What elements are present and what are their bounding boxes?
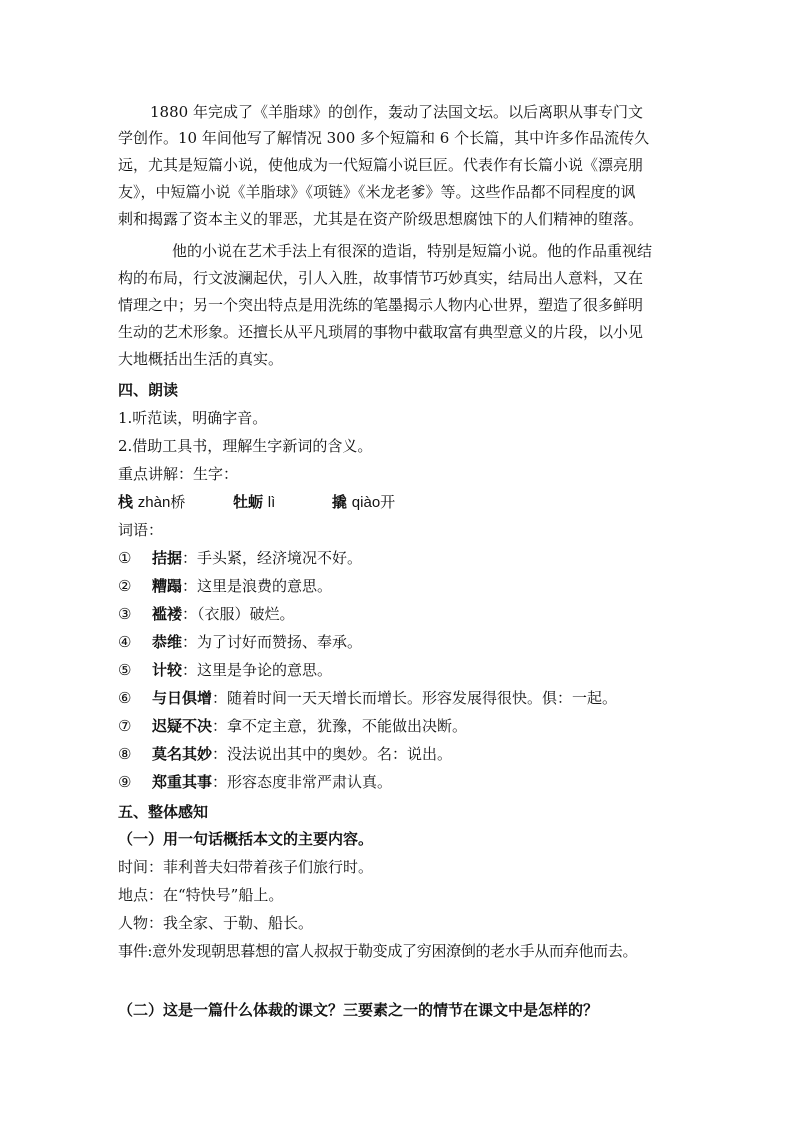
vocab-number: ⑧ bbox=[118, 745, 132, 763]
vocab-term: 恭维 bbox=[152, 633, 183, 651]
intro-line-2: 学创作。10 年间他写了解情况 300 多个短篇和 6 个长篇，其中许多作品流传久 bbox=[118, 129, 650, 147]
vocab-item bbox=[118, 548, 362, 568]
vocab-definition: ：（衣服）破烂。 bbox=[182, 605, 295, 623]
vocab-item bbox=[118, 604, 295, 624]
vocab-term: 郑重其事 bbox=[152, 773, 213, 791]
vocab-term: 糟蹋 bbox=[152, 577, 183, 595]
style-line-5: 大地概括出生活的真实。 bbox=[118, 350, 284, 368]
intro-line-5: 刺和揭露了资本主义的罪恶，尤其是在资产阶级思想腐蚀下的人们精神的堕落。 bbox=[118, 210, 644, 228]
vocab-definition: ：形容态度非常严肃认真。 bbox=[212, 773, 393, 791]
style-line-4: 生动的艺术形象。还擅长从平凡琐屑的事物中截取富有典型意义的片段，以小见 bbox=[118, 323, 644, 341]
vocab-item bbox=[118, 716, 467, 736]
char-item-3 bbox=[332, 492, 395, 513]
char-3-suffix: 开 bbox=[380, 493, 396, 511]
vocab-item bbox=[118, 660, 332, 680]
key-chars-label: 重点讲解：生字： bbox=[118, 465, 239, 483]
question-1: （一）用一句话概括本文的主要内容。 bbox=[118, 830, 374, 848]
vocab-number: ⑨ bbox=[118, 773, 132, 791]
vocab-item bbox=[118, 772, 392, 792]
vocab-term: 计较 bbox=[152, 661, 183, 679]
intro-line-4: 友》，中短篇小说《羊脂球》《项链》《米龙老爹》等。这些作品都不同程度的讽 bbox=[118, 183, 636, 201]
vocab-number: ② bbox=[118, 577, 132, 595]
vocab-definition: ：这里是浪费的意思。 bbox=[182, 577, 333, 595]
vocab-definition: ：手头紧，经济境况不好。 bbox=[182, 549, 363, 567]
vocab-number: ⑤ bbox=[118, 661, 132, 679]
summary-people: 人物：我全家、于勒、船长。 bbox=[118, 914, 314, 932]
vocab-item bbox=[118, 688, 617, 708]
vocab-definition: ：为了讨好而赞扬、奉承。 bbox=[182, 633, 363, 651]
style-line-3: 情理之中；另一个突出特点是用洗练的笔墨揭示人物内心世界，塑造了很多鲜明 bbox=[118, 296, 644, 314]
vocab-number: ⑦ bbox=[118, 717, 132, 735]
char-1: 栈 bbox=[118, 493, 134, 511]
vocab-label: 词语： bbox=[118, 521, 164, 539]
intro-line-1: 1880 年完成了《羊脂球》的创作，轰动了法国文坛。以后离职从事专门文 bbox=[150, 103, 643, 121]
intro-line-3: 远，尤其是短篇小说，使他成为一代短篇小说巨匠。代表作有长篇小说《漂亮朋 bbox=[118, 156, 644, 174]
vocab-definition: ：拿不定主意，犹豫，不能做出决断。 bbox=[212, 717, 468, 735]
vocab-item bbox=[118, 632, 362, 652]
step-1: 1.听范读，明确字音。 bbox=[118, 409, 268, 427]
vocab-item bbox=[118, 576, 332, 596]
style-line-2: 构的布局，行文波澜起伏，引人入胜，故事情节巧妙真实，结局出人意料，又在 bbox=[118, 269, 644, 287]
summary-event: 事件:意外发现朝思暮想的富人叔叔于勒变成了穷困潦倒的老水手从而弃他而去。 bbox=[118, 942, 638, 960]
char-3: 撬 bbox=[332, 493, 348, 511]
vocab-definition: ：没法说出其中的奥妙。名：说出。 bbox=[212, 745, 453, 763]
vocab-number: ⑥ bbox=[118, 689, 132, 707]
vocab-number: ③ bbox=[118, 605, 132, 623]
vocab-number: ① bbox=[118, 549, 132, 567]
vocab-definition: ：这里是争论的意思。 bbox=[182, 661, 333, 679]
step-2: 2.借助工具书，理解生字新词的含义。 bbox=[118, 437, 373, 455]
section4-heading: 四、朗读 bbox=[118, 381, 179, 399]
vocab-term: 与日俱增 bbox=[152, 689, 213, 707]
vocab-number: ④ bbox=[118, 633, 132, 651]
pinyin-1: zhàn bbox=[137, 494, 171, 511]
vocab-term: 褴褛 bbox=[152, 605, 183, 623]
vocab-term: 迟疑不决 bbox=[152, 717, 213, 735]
vocab-term: 拮据 bbox=[152, 549, 183, 567]
question-2: （二）这是一篇什么体裁的课文？三要素之一的情节在课文中是怎样的？ bbox=[118, 1001, 599, 1019]
char-item-1 bbox=[118, 492, 185, 513]
summary-place: 地点：在“特快号”船上。 bbox=[118, 886, 284, 904]
char-item-2 bbox=[233, 492, 275, 513]
vocab-term: 莫名其妙 bbox=[152, 745, 213, 763]
section5-heading: 五、整体感知 bbox=[118, 803, 209, 821]
char-1-suffix: 桥 bbox=[170, 493, 186, 511]
char-2: 牡蛎 bbox=[233, 493, 264, 511]
summary-time: 时间：菲利普夫妇带着孩子们旅行时。 bbox=[118, 858, 374, 876]
pinyin-3: qiào bbox=[351, 494, 381, 511]
vocab-definition: ：随着时间一天天增长而增长。形容发展得很快。俱：一起。 bbox=[212, 689, 618, 707]
vocab-item bbox=[118, 744, 452, 764]
pinyin-2: lì bbox=[267, 494, 276, 511]
style-line-1: 他的小说在艺术手法上有很深的造诣，特别是短篇小说。他的作品重视结 bbox=[172, 242, 653, 260]
